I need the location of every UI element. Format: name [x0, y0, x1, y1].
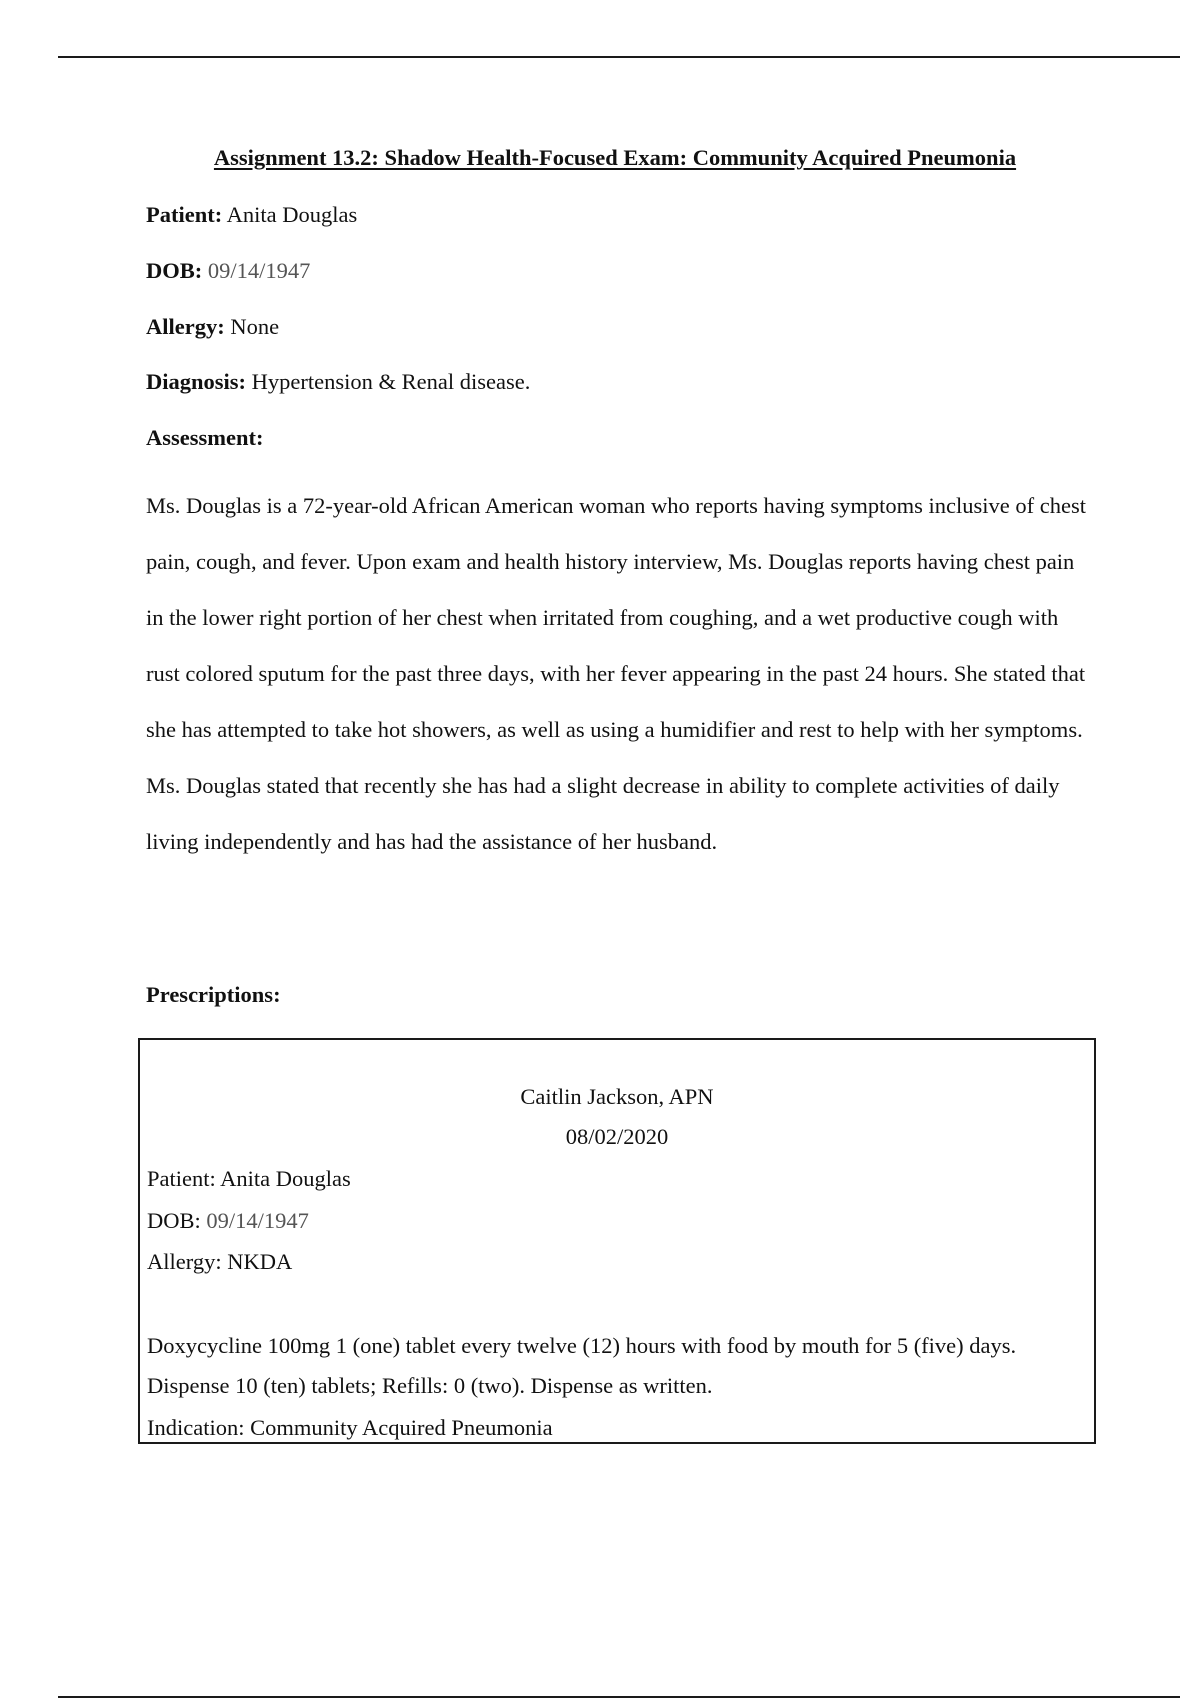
patient-field — [146, 200, 357, 230]
dob-label: DOB: — [146, 258, 203, 283]
dob-value: 09/14/1947 — [207, 258, 311, 283]
rx-allergy-label: Allergy: — [147, 1249, 222, 1274]
rx-dob-label: DOB: — [147, 1208, 201, 1233]
rx-dob-value: 09/14/1947 — [206, 1208, 309, 1233]
rx-patient-line — [147, 1164, 351, 1194]
prescription-box — [138, 1038, 1096, 1444]
rx-allergy-value: NKDA — [227, 1249, 293, 1274]
bottom-divider — [58, 1696, 1180, 1698]
rx-patient-label: Patient: — [147, 1166, 216, 1191]
dob-field — [146, 256, 310, 286]
assessment-heading — [146, 423, 264, 453]
diagnosis-value: Hypertension & Renal disease. — [251, 369, 531, 394]
prescriptions-label: Prescriptions: — [146, 982, 281, 1007]
rx-instruction: Doxycycline 100mg 1 (one) tablet every twelve (12) hours with food by mouth for 5 (five) days. — [147, 1333, 1017, 1358]
diagnosis-label: Diagnosis: — [146, 369, 247, 394]
diagnosis-field — [146, 367, 530, 397]
prescriber-name: Caitlin Jackson, APN — [520, 1084, 714, 1109]
rx-patient-value: Anita Douglas — [220, 1166, 351, 1191]
allergy-label: Allergy: — [146, 314, 225, 339]
assessment-label: Assessment: — [146, 425, 264, 450]
patient-label: Patient: — [146, 202, 223, 227]
rx-dispense: Dispense 10 (ten) tablets; Refills: 0 (two). Dispense as written. — [147, 1373, 713, 1398]
allergy-field — [146, 312, 279, 342]
prescriptions-heading — [146, 980, 281, 1010]
rx-indication: Indication: Community Acquired Pneumonia — [147, 1415, 553, 1440]
rx-allergy-line — [147, 1247, 292, 1277]
document-title: Assignment 13.2: Shadow Health-Focused Exam: Community Acquired Pneumonia — [213, 145, 1017, 170]
rx-dob-line — [147, 1206, 309, 1236]
allergy-value: None — [230, 314, 280, 339]
assessment-paragraph: Ms. Douglas is a 72-year-old African American woman who reports having symptoms inclusive of chest pain, cough, and fever. Upon exam and health history interview, Ms. Douglas reports having chest pain in the lower right portion of her chest when irritated from coughing, and a wet productive cough with rust colored sputum for the past three days, with her fever appearing in the past 24 hours. She stated that she has attempted to take hot showers, as well as using a humidifier and rest to help with her symptoms. Ms. Douglas stated that recently she has had a slight decrease in ability to complete activities of daily living independently and has had the assistance of her husband. — [146, 493, 1086, 854]
patient-value: Anita Douglas — [226, 202, 358, 227]
prescription-date: 08/02/2020 — [565, 1124, 669, 1149]
top-divider — [58, 56, 1180, 58]
